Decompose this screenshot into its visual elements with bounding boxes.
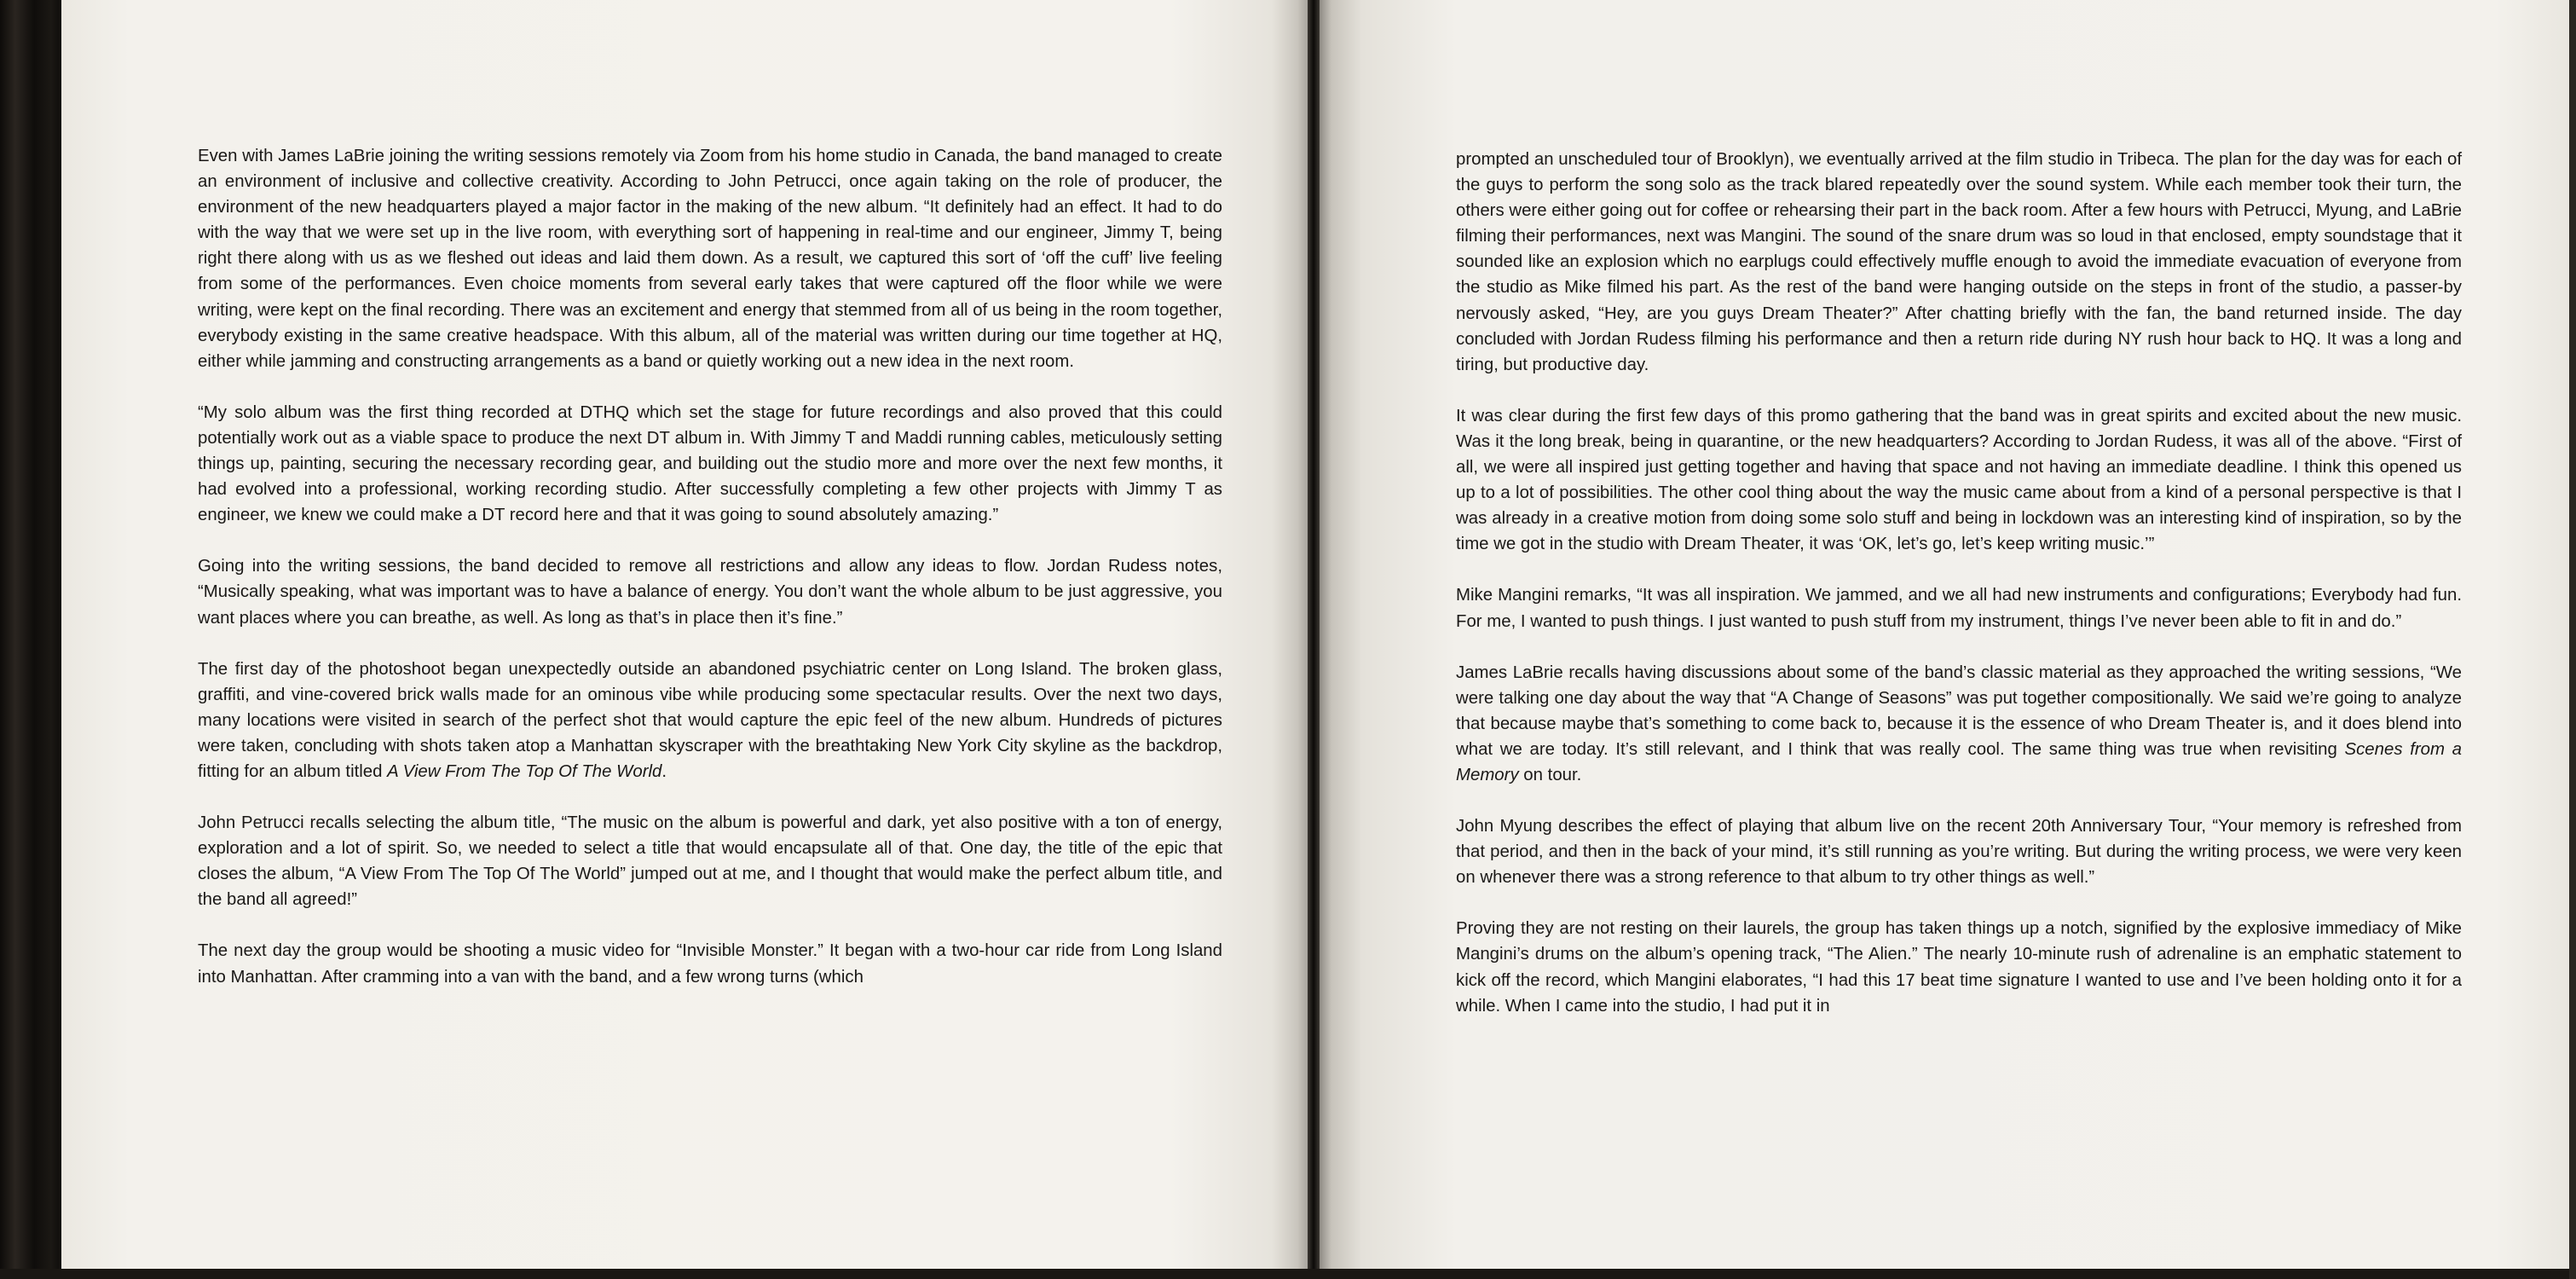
paragraph: The first day of the photoshoot began unexpectedly outside an abandoned psychiatric center on Long Island. The broken glass, graffiti, and vine-covered brick walls made for an ominous vibe while producing some spectacular results. Over the next two days, many locations were visited in search of the perfect shot that would capture the epic feel of the new album. Hundreds of pictures were taken, concluding with shots taken atop a Manhattan skyscraper with the breathtaking New York City skyline as the backdrop, fitting for an album titled A View From The Top Of The World. bbox=[198, 659, 1222, 781]
paragraph: James LaBrie recalls having discussions about some of the band’s classic material as they approached the writing sessions, “We were talking one day about the way that “A Change of Seasons” was put together compositionally. We said we’re going to analyze that because maybe that’s something to come back to, because it is the essence of who Dream Theater is, and it does blend into what we are today. It’s still relevant, and I think that was really cool. The same thing was true when revisiting Scenes from a Memory on tour. bbox=[1456, 663, 2462, 784]
album-title: A View From The Top Of The World bbox=[387, 761, 662, 781]
bottom-edge bbox=[0, 1269, 2576, 1279]
paragraph: Proving they are not resting on their laurels, the group has taken things up a notch, signified by the explosive immediacy of Mike Mangini’s drums on the album’s opening track, “The Alien.” The nearly 10-minute rush of adrenaline is an emphatic statement to kick off the record, which Mangini elaborates, “I had this 17 beat time signature I wanted to use and I’ve been holding onto it for a while. When I came into the studio, I had put it in bbox=[1456, 919, 2462, 1016]
right-edge bbox=[2569, 0, 2576, 1279]
paragraph: Mike Mangini remarks, “It was all inspiration. We jammed, and we all had new instruments and configurations; Everybody had fun. For me, I wanted to push things. I just wanted to push stuff from my instrument, things I’ve never been able to fit in and do.” bbox=[1456, 586, 2462, 631]
paragraph: The next day the group would be shooting a music video for “Invisible Monster.” It began with a two-hour car ride from Long Island into Manhattan. After cramming into a van with the band, and a few wrong turns (which bbox=[198, 941, 1222, 987]
paragraph: Going into the writing sessions, the band decided to remove all restrictions and allow any ideas to flow. Jordan Rudess notes, “Musically speaking, what was important was to have a balance of energy. You don’t want the whole album to be just aggressive, you want places where you can breathe, as well. As long as that’s in place then it’s fine.” bbox=[198, 557, 1222, 628]
paragraph: It was clear during the first few days of this promo gathering that the band was in great spirits and excited about the new music. Was it the long break, being in quarantine, or the new headquarters? According to Jordan Rudess, it was all of the above. “First of all, we were all inspired just getting together and having that space and not having an immediate deadline. I think this opened us up to a lot of possibilities. The other cool thing about the way the music came about from a kind of a personal perspective is that I was already in a creative motion from doing some solo stuff and being in lockdown was an interesting kind of inspiration, so by the time we got in the studio with Dream Theater, it was ‘OK, let’s go, let’s keep writing music.’” bbox=[1456, 406, 2462, 554]
book-gutter bbox=[1308, 0, 1320, 1279]
paragraph: “My solo album was the first thing recorded at DTHQ which set the stage for future recordings and also proved that this could potentially work out as a viable space to produce the next DT album in. With Jimmy T and Maddi running cables, meticulously setting things up, painting, securing the necessary recording gear, and building out the studio more and more over the next few months, it had evolved into a professional, working recording studio. After successfully completing a few other projects with Jimmy T as engineer, we knew we could make a DT record here and that it was going to sound absolutely amazing.” bbox=[198, 402, 1222, 525]
paragraph: John Petrucci recalls selecting the album title, “The music on the album is powerful and dark, yet also positive with a ton of energy, exploration and a lot of spirit. So, we needed to select a title that would encapsulate all of that. One day, the title of the epic that closes the album, “A View From The Top Of The World” jumped out at me, and I thought that would make the perfect album title, and the band all agreed!” bbox=[198, 813, 1222, 910]
right-page bbox=[1320, 0, 2576, 1269]
paragraph: Even with James LaBrie joining the writing sessions remotely via Zoom from his home studio in Canada, the band managed to create an environment of inclusive and collective creativity. According to John Petrucci, once again taking on the role of producer, the environment of the new headquarters played a major factor in the making of the new album. “It definitely had an effect. It had to do with the way that we were set up in the live room, with everything sort of happening in real-time and our engineer, Jimmy T, being right there along with us as we fleshed out ideas and laid them down. As a result, we captured this sort of ‘off the cuff’ live feeling from some of the performances. Even choice moments from several early takes that were captured off the floor while we were writing, were kept on the final recording. There was an excitement and energy that stemmed from all of us being in the room together, everybody existing in the same creative headspace. With this album, all of the material was written during our time together at HQ, either while jamming and constructing arrangements as a band or quietly working out a new idea in the next room. bbox=[198, 147, 1222, 371]
paragraph: prompted an unscheduled tour of Brooklyn), we eventually arrived at the film studio in Tribeca. The plan for the day was for each of the guys to perform the song solo as the track blared repeatedly over the sound system. While each member took their turn, the others were either going out for coffee or rehearsing their part in the back room. After a few hours with Petrucci, Myung, and LaBrie filming their performances, next was Mangini. The sound of the snare drum was so loud in that enclosed, empty soundstage that it sounded like an explosion which no earplugs could effectively muffle enough to avoid the immediate evacuation of everyone from the studio as Mike filmed his part. As the rest of the band were hanging outside on the steps in front of the studio, a passer-by nervously asked, “Hey, are you guys Dream Theater?” After chatting briefly with the fan, the band returned inside. The day concluded with Jordan Rudess filming his performance and then a return ride during NY rush hour back to HQ. It was a long and tiring, but productive day. bbox=[1456, 150, 2462, 374]
left-page bbox=[61, 0, 1308, 1269]
paragraph: John Myung describes the effect of playing that album live on the recent 20th Anniversary Tour, “Your memory is refreshed from that period, and then in the back of your mind, it’s still running as you’re writing. But during the writing process, we were very keen on whenever there was a strong reference to that album to try other things as well.” bbox=[1456, 817, 2462, 888]
left-page-text bbox=[198, 143, 1222, 990]
album-title: Scenes from a Memory bbox=[1456, 739, 2462, 784]
right-page-text bbox=[1456, 147, 2462, 1019]
